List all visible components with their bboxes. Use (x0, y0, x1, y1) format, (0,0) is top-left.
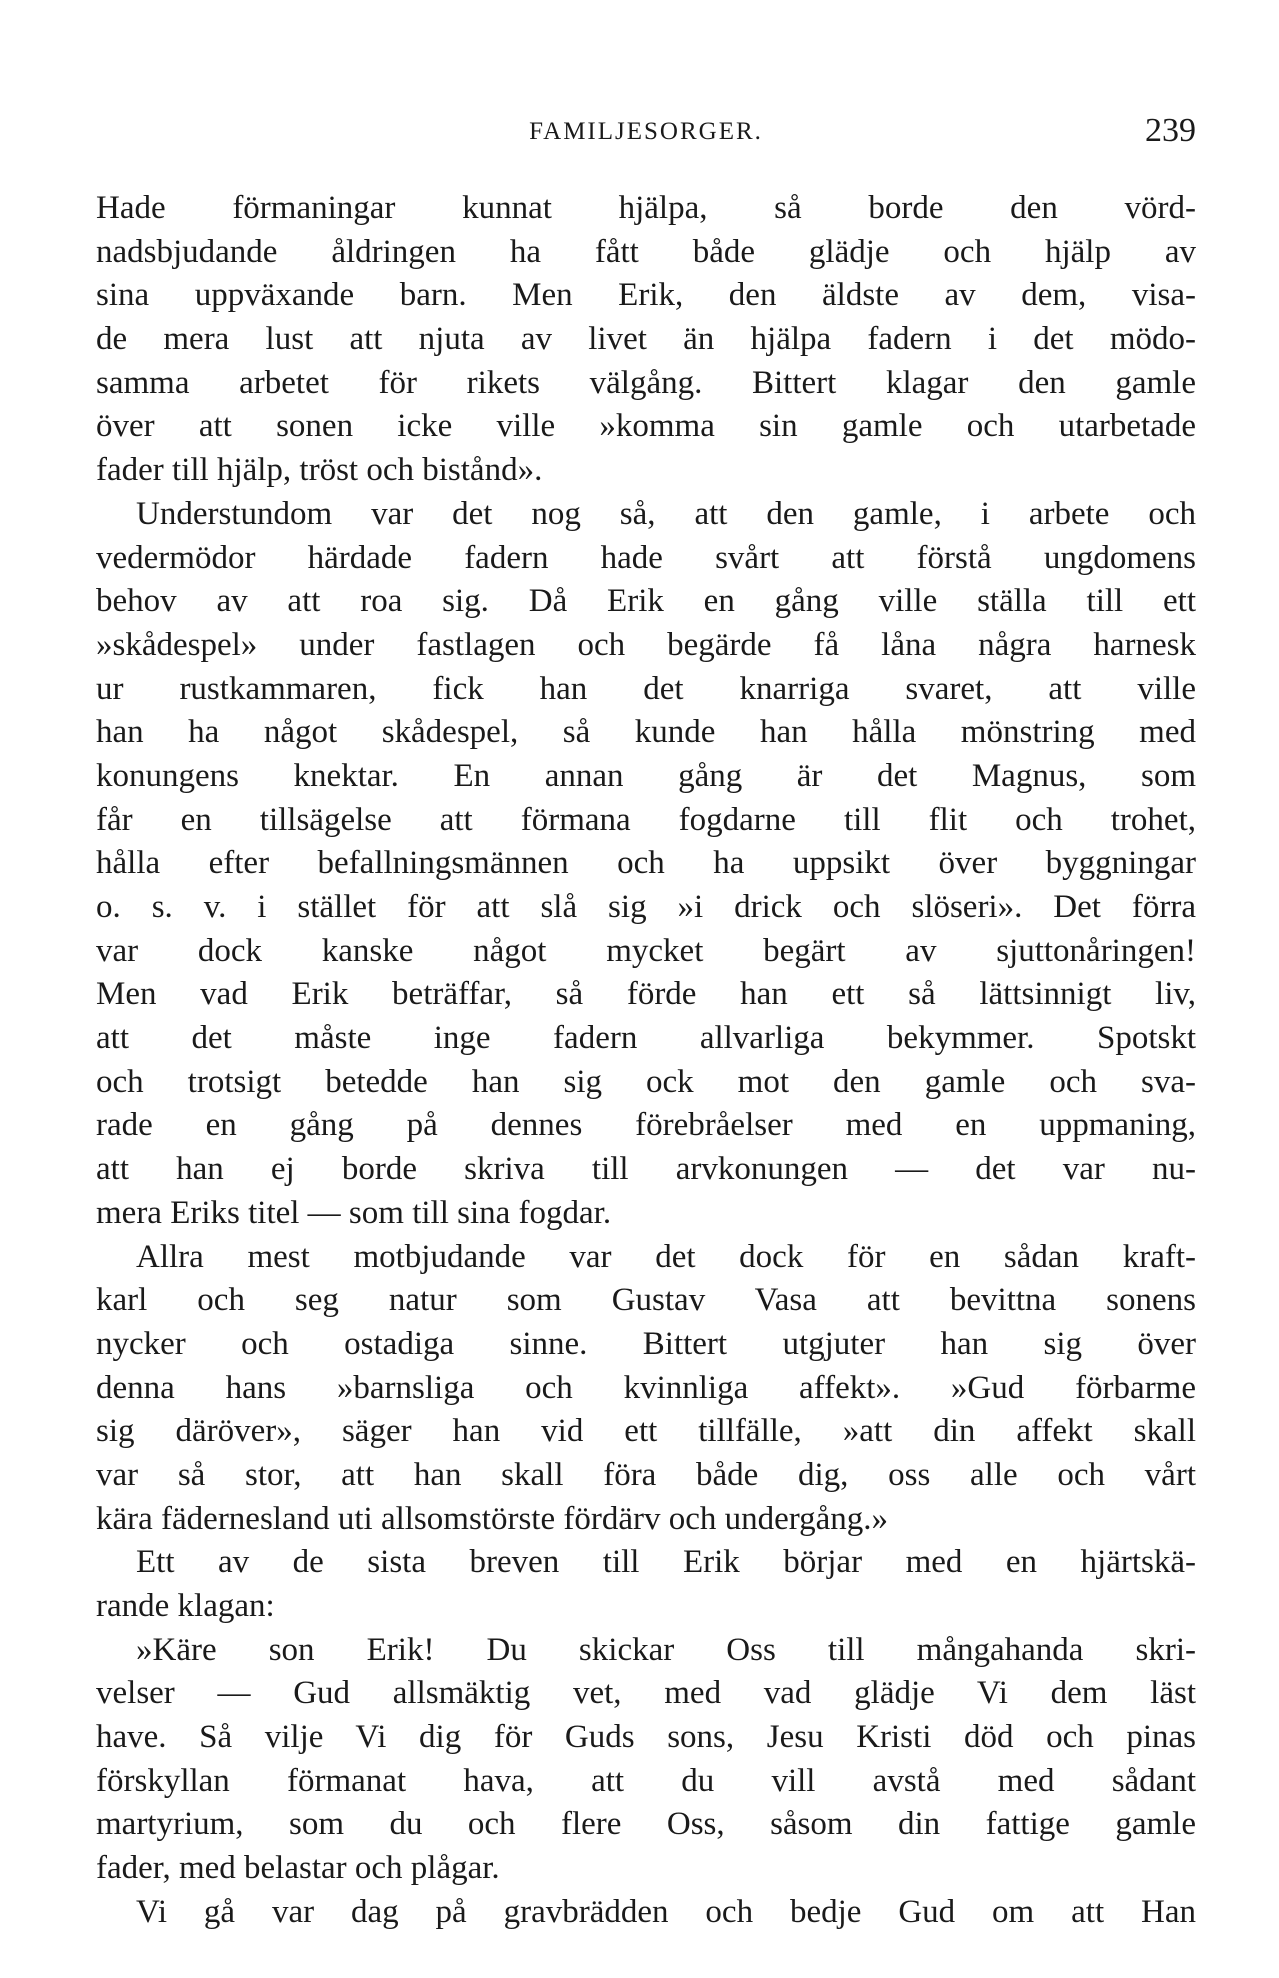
text-line: Men vad Erik beträffar, så förde han ett så lättsinnigt liv, (96, 976, 1196, 1013)
text-line: vedermödor härdade fadern hade svårt att förstå ungdomens (96, 539, 1196, 576)
text-line: att han ej borde skriva till arvkonungen — det var nu- (96, 1151, 1196, 1188)
text-line: velser — Gud allsmäktig vet, med vad glädje Vi dem läst (96, 1675, 1196, 1712)
text-line: fader, med belastar och plågar. (96, 1850, 500, 1887)
text-line: Vi gå var dag på gravbrädden och bedje Gud om att Han (136, 1893, 1196, 1930)
text-line: »Käre son Erik! Du skickar Oss till mångahanda skri- (136, 1631, 1196, 1668)
text-line: samma arbetet för rikets välgång. Bittert klagar den gamle (96, 364, 1196, 401)
text-line: sig däröver», säger han vid ett tillfälle, »att din affekt skall (96, 1413, 1196, 1450)
body-text (96, 187, 1196, 1935)
text-line: och trotsigt betedde han sig ock mot den gamle och sva- (96, 1063, 1196, 1100)
text-line: karl och seg natur som Gustav Vasa att bevittna sonens (96, 1282, 1196, 1319)
text-line: hålla efter befallningsmännen och ha uppsikt över byggningar (96, 845, 1196, 882)
page-number: 239 (1145, 112, 1196, 149)
text-line: o. s. v. i stället för att slå sig »i drick och slöseri». Det förra (96, 889, 1196, 925)
text-line: Ett av de sista breven till Erik börjar med en hjärtskä- (136, 1544, 1196, 1581)
text-line: ur rustkammaren, fick han det knarriga svaret, att ville (96, 670, 1196, 707)
text-line: konungens knektar. En annan gång är det Magnus, som (96, 757, 1196, 794)
text-line: martyrium, som du och flere Oss, såsom din fattige gamle (96, 1806, 1196, 1843)
text-line: denna hans »barnsliga och kvinnliga affekt». »Gud förbarme (96, 1369, 1196, 1406)
text-line: förskyllan förmanat hava, att du vill avstå med sådant (96, 1762, 1196, 1799)
text-line: var så stor, att han skall föra både dig, oss alle och vårt (96, 1456, 1196, 1493)
text-line: Hade förmaningar kunnat hjälpa, så borde den vörd- (96, 190, 1196, 226)
running-head (96, 112, 1196, 162)
text-line: han ha något skådespel, så kunde han hålla mönstring med (96, 714, 1196, 751)
text-line: Allra mest motbjudande var det dock för en sådan kraft- (136, 1238, 1196, 1275)
text-line: rade en gång på dennes förebråelser med en uppmaning, (96, 1107, 1196, 1144)
text-line: »skådespel» under fastlagen och begärde få låna några harnesk (96, 626, 1196, 663)
text-line: får en tillsägelse att förmana fogdarne till flit och trohet, (96, 801, 1196, 838)
text-line: mera Eriks titel — som till sina fogdar. (96, 1194, 612, 1231)
text-line: sina uppväxande barn. Men Erik, den äldste av dem, visa- (96, 277, 1196, 314)
text-line: rande klagan: (96, 1588, 275, 1624)
text-line: Understundom var det nog så, att den gamle, i arbete och (136, 495, 1196, 532)
text-line: fader till hjälp, tröst och bistånd». (96, 452, 543, 489)
running-title: FAMILJESORGER. (529, 118, 763, 145)
text-line: de mera lust att njuta av livet än hjälpa fadern i det mödo- (96, 321, 1196, 358)
text-line: nycker och ostadiga sinne. Bittert utgjuter han sig över (96, 1325, 1196, 1362)
text-line: have. Så vilje Vi dig för Guds sons, Jesu Kristi död och pinas (96, 1719, 1196, 1756)
text-line: över att sonen icke ville »komma sin gamle och utarbetade (96, 408, 1196, 445)
text-line: kära fädernesland uti allsomstörste fördärv och undergång.» (96, 1500, 889, 1537)
text-line: att det måste inge fadern allvarliga bekymmer. Spotskt (96, 1020, 1196, 1057)
text-line: nadsbjudande åldringen ha fått både glädje och hjälp av (96, 233, 1196, 270)
text-line: var dock kanske något mycket begärt av sjuttonåringen! (96, 932, 1196, 969)
text-line: behov av att roa sig. Då Erik en gång ville ställa till ett (96, 583, 1196, 620)
